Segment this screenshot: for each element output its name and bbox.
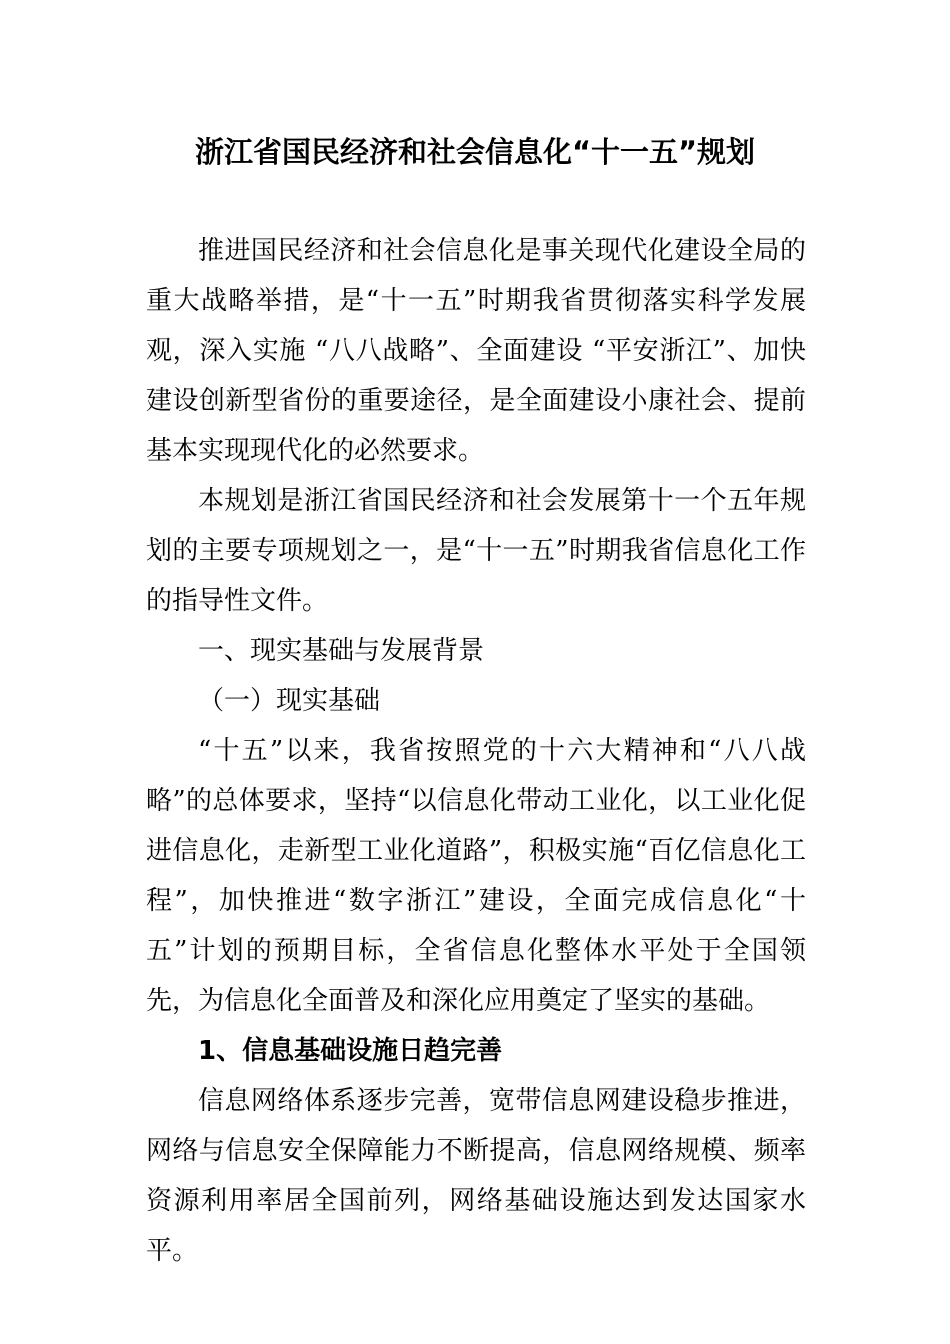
document-body [146, 226, 806, 1276]
foundation-paragraph: “十五”以来，我省按照党的十六大精神和“八八战略”的总体要求，坚持“以信息化带动工业化，以工业化促进信息化，走新型工业化道路”，积极实施“百亿信息化工程”，加快推进“数字浙江”建设，全面完成信息化“十五”计划的预期目标，全省信息化整体水平处于全国领先，为信息化全面普及和深化应用奠定了坚实的基础。 [146, 736, 806, 1016]
scope-paragraph: 本规划是浙江省国民经济和社会发展第十一个五年规划的主要专项规划之一，是“十一五”时期我省信息化工作的指导性文件。 [146, 486, 806, 616]
section-heading: 一、现实基础与发展背景 [198, 636, 485, 666]
intro-paragraph: 推进国民经济和社会信息化是事关现代化建设全局的重大战略举措，是“十一五”时期我省贯彻落实科学发展观，深入实施 “八八战略”、全面建设 “平安浙江”、加快建设创新型省份的重要途径，是全面建设小康社会、提前基本实现现代化的必然要求。 [146, 236, 806, 466]
document-title: 浙江省国民经济和社会信息化“十一五”规划 [194, 135, 756, 169]
subsection-heading: （一）现实基础 [198, 686, 381, 716]
infrastructure-paragraph: 信息网络体系逐步完善，宽带信息网建设稳步推进，网络与信息安全保障能力不断提高，信息网络规模、频率资源利用率居全国前列，网络基础设施达到发达国家水平。 [146, 1086, 806, 1266]
item-heading: 1、信息基础设施日趋完善 [198, 1036, 503, 1066]
